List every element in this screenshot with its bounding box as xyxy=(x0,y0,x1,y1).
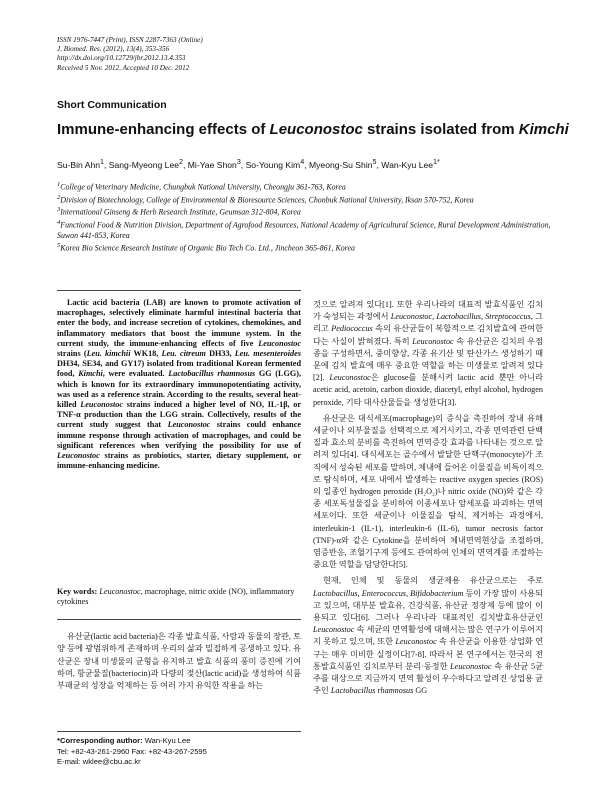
body-right-column xyxy=(313,299,543,698)
affiliation-item: $^4$Functional Food & Nutrition Division, Department of Agrofood Resources, National Academy of Agricultural Science, Rural Development Administration, Suwon 441-853, Korea xyxy=(57,219,551,240)
body-paragraph: 것으로 알려져 있다[1]. 또한 우리나라의 대표적 발효식품인 김치가 숙성되는 과정에서 Leuconostoc, Lactobacillus, Streptococcus, 그리고 Pediococcus 속의 유산균들이 복합적으로 김치발효에 관여한다는 사실이 밝혀졌다. 특히 Leuconostoc 속 유산균은 김치의 우점종을 구성하면서, 중미향상, 각종 유기산 및 탄산가스 생성하기 때문에 김치 발효에 매우 중요한 역할을 하는 미생물로 알려져 있다[2]. Leuconostoc은 glucose를 분해시켜 lactic acid 뿐만 아니라 acetic acid, acetoin, carbon dioxide, diacetyl, ethyl alcohol, hydrogen peroxide, 기타 대사산물들을 생성한다[3]. xyxy=(313,300,544,407)
author-list: Su-Bin Ahn$^1$, Sang-Myeong Lee$^2$, Mi-Yae Shon$^3$, So-Young Kim$^4$, Myeong-Su Shin$^5$, Wan-Kyu Lee$^{1*}$ xyxy=(57,158,440,170)
affiliation-item: $^1$College of Veterinary Medicine, Chungbuk National University, Cheongju 361-763, Korea xyxy=(57,181,346,192)
author-name: Mi-Yae Shon xyxy=(187,159,237,170)
abstract-top-rule xyxy=(57,290,301,291)
author-affiliation-mark: 2 xyxy=(179,158,183,166)
body-paragraph: 유산균은 대식세포(macrophage)의 증식을 촉진하여 장내 유해세균이나 외부물질을 선택적으로 제거시키고, 각종 면역관련 단백질과 효소의 분비를 촉진하여 면역증강 효과를 나타내는 것으로 알려져 있다[4]. 대식세포는 골수에서 발달한 단핵구(monocyte)가 조직에서 성숙된 세포를 말하며, 체내에 들어온 이물질을 비특이적으로 탐식하며, 세포 내에서 발생하는 reactive oxygen species (ROS)의 일종인 hydrogen peroxide (H₂O₂)나 nitric oxide (NO)와 같은 각종 세포독성물질을 분비하여 이종세포나 암세포를 파괴하는 면역세포이다. 또한 세균이나 이물질을 탐식, 제거하는 과정에서, interleukin-1 (IL-1), interleukin-6 (IL-6), tumor necrosis factor (TNF)-α와 같은 Cytokine을 분비하여 체내면역현상을 조절하며, 염증반응, 조혈기구계 등에도 관여하여 인체의 면역계를 조절하는 중요한 역할을 담당한다[5]. xyxy=(313,413,543,570)
corresponding-phone: Tel: +82-43-261-2960 Fax: +82-43-267-2595 xyxy=(57,746,207,756)
title-food: Kimchi xyxy=(518,121,569,138)
corresponding-author xyxy=(57,736,207,768)
journal-metadata xyxy=(57,36,203,73)
author-affiliation-mark: 3 xyxy=(236,158,241,166)
journal-citation: J. Biomed. Res. (2012), 13(4), 353-356 xyxy=(57,45,170,54)
author-affiliation-mark: 4 xyxy=(300,158,305,166)
section-label: Short Communication xyxy=(57,99,167,111)
corresponding-name: Wan-Kyu Lee xyxy=(142,736,191,745)
doi-link[interactable]: http://dx.doi.org/10.12729/jbr.2012.13.4.353 xyxy=(57,54,186,63)
author-name: So-Young Kim xyxy=(245,159,301,170)
affiliation-item: $^2$Division of Biotechnology, College of Environmental & Bioresource Sciences, Chonbuk National University, Iksan 570-752, Korea xyxy=(57,193,474,205)
corresponding-email[interactable]: E-mail: wklee@cbu.ac.kr xyxy=(57,757,141,767)
title-part-1: Immune-enhancing effects of xyxy=(57,121,270,138)
affiliation-item: $^5$Korea Bio Science Research Institute of Organic Bio Tech Co. Ltd., Jincheon 365-861, Korea xyxy=(57,241,355,253)
footnote-rule xyxy=(57,731,301,732)
abstract-bottom-rule xyxy=(57,619,301,620)
affiliation-list xyxy=(57,180,557,254)
author-name: Sang-Myeong Lee xyxy=(108,159,179,170)
author-affiliation-mark: 1* xyxy=(433,158,440,166)
issn-line: ISSN 1976-7447 (Print), ISSN 2287-7363 (Online) xyxy=(57,36,203,44)
author-name: Myeong-Su Shin xyxy=(308,159,373,170)
author-name: Wan-Kyu Lee xyxy=(381,159,434,170)
author-affiliation-mark: 1 xyxy=(100,158,104,166)
keywords-label: Key words: xyxy=(57,587,98,596)
intro-paragraph: 유산균(lactic acid bacteria)은 각종 발효식품, 사람과 동물의 장관, 토양 등에 광범위하게 존재하며 우리의 삶과 밀접하게 공생하고 있다. 유산균은 장내 미생물의 균형을 유지하고 발효 식품의 풍미 증진에 기여하며, 항균물질(bacteriocin)과 다량의 젖산(lactic acid)을 생성하여 식품 부패균의 성장을 억제하는 등 여러 가지 유익한 작용을 하는 xyxy=(57,632,301,691)
abstract: Lactic acid bacteria (LAB) are known to promote activation of macrophages, selectively eliminate harmful intestinal bacteria that enter the body, and increase secretion of cytokines, chemokines, and inflammatory mediators that boost the immune system. In the current study, the immune-enhancing effects of five Leuconostoc strains (Leu. kimchii WK18, Leu. citreum DH33, Leu. mesenteroides DH34, SE34, and GY17) isolated from traditional Korean fermented food, Kimchi, were evaluated. Lactobacillus rhamnosus GG (LGG), which is known for its extraordinary immunopotentiating activity, was used as a reference strain. According to the results, several heat-killed Leuconostoc strains induced a higher level of NO, IL-1β, or TNF-α production than the LGG strain. Collectively, results of the current study suggest that Leuconostoc strains could enhance immune response through activation of macrophages, and could be significant references when verifying the possibility for use of Leuconostoc strains as probiotics, starter, dietary supplement, or immune-enhancing medicine. xyxy=(57,298,302,471)
corresponding-label: *Corresponding author: xyxy=(57,736,143,745)
author-name: Su-Bin Ahn xyxy=(57,159,100,170)
received-date: Received 5 Nov. 2012, Accepted 10 Dec. 2012 xyxy=(57,63,190,72)
author-affiliation-mark: 5 xyxy=(372,158,377,166)
title-genus: Leuconostoc xyxy=(269,121,363,138)
paper-title xyxy=(57,121,569,138)
affiliation-item: $^3$International Ginseng & Herb Research Institute, Geumsan 312-804, Korea xyxy=(57,206,301,218)
keywords: Key words: Leuconostoc, macrophage, nitric oxide (NO), inflammatory cytokines xyxy=(57,587,295,607)
body-paragraph: 현재, 인체 및 동물의 생균제용 유산균으로는 주로 Lactobacillus, Enterococcus, Bifidobacterium 등이 가장 많이 사용되고 있으며, 대부분 발효유, 건강식품, 유산균 정장제 등에 많이 이용되고 있다[6]. 그러나 우리나라 대표적인 김치발효유산균인 Leuconostoc 속 세균의 면역활성에 대해서는 많은 연구가 이루어지지 못하고 있으며, 또한 Leuconostoc 속 유산균을 이용한 상업화 연구는 매우 미비한 실정이다[7-8]. 따라서 본 연구에서는 한국의 전통발효식품인 김치로부터 분리·동정한 Leuconostoc 속 유산균 5균주를 대상으로 지금까지 면역 활성이 우수하다고 알려진 상업용 균주인 Lactobacillus rhamnosus GG xyxy=(313,576,543,696)
title-part-2: strains isolated from xyxy=(362,121,519,138)
